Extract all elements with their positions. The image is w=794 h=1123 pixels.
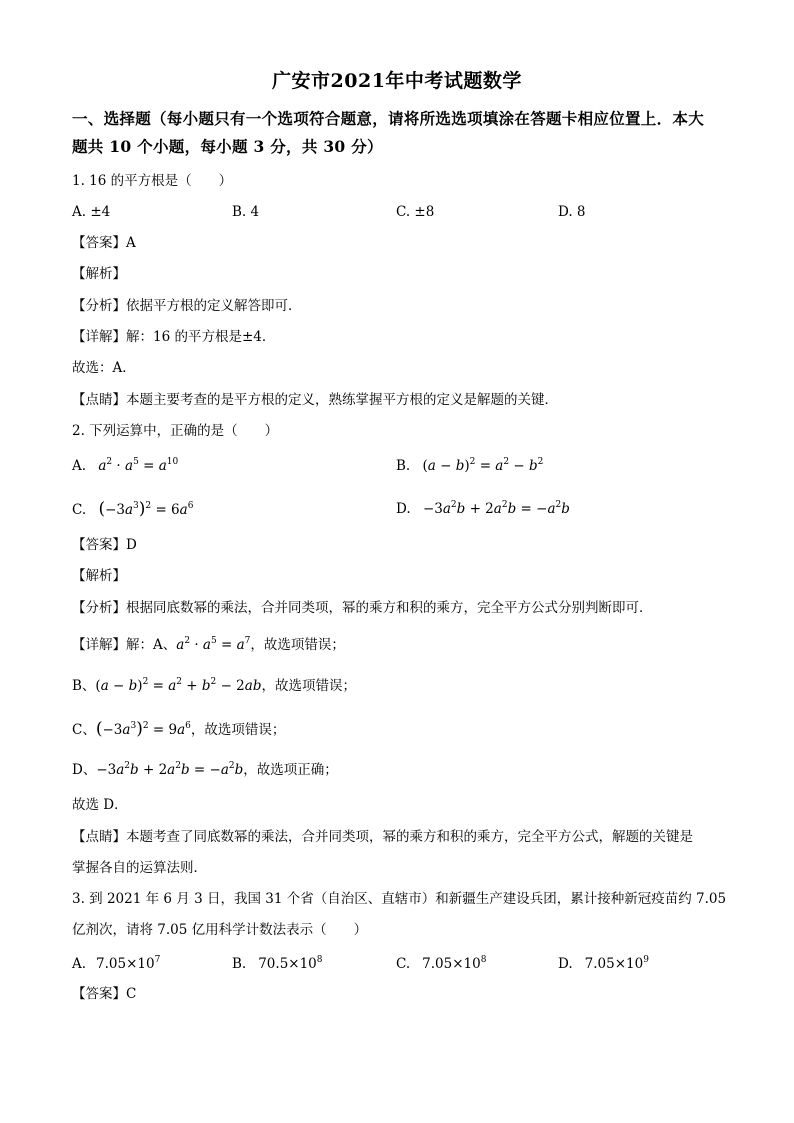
- q2-option-b-formula: $(a - b)^2 = a^2 - b^2$: [422, 457, 544, 474]
- q1-fenxi: [72, 297, 302, 315]
- q1-comment: [72, 391, 558, 409]
- q3-option-c: [396, 955, 486, 973]
- q3-stem-line1: 3. 到 2021 年 6 月 3 日，我国 31 个省（自治区、直辖市）和新疆生产建设兵团，累计接种新冠疫苗约 7.05: [72, 891, 727, 907]
- comment-tag: 【点睛】: [72, 392, 126, 408]
- q1-choose: 故选：A．: [72, 360, 136, 376]
- q1-option-a: A. ±4: [72, 204, 111, 220]
- q2-option-d: [396, 500, 570, 518]
- q1-comment-text: 本题主要考查的是平方根的定义，熟练掌握平方根的定义是解题的关键．: [126, 392, 558, 408]
- q3-option-d-exp: 9: [643, 955, 649, 965]
- q2-stem: 2. 下列运算中，正确的是（ ）: [72, 423, 279, 439]
- q3-option-a: [72, 955, 160, 973]
- answer-tag: 【答案】: [72, 537, 126, 553]
- q2-detail-d-formula: $-3a^2b + 2a^2b = -a^2b$: [96, 761, 244, 778]
- q2-choose: 故选 D．: [72, 797, 128, 813]
- q3-option-c-exp: 8: [480, 955, 487, 965]
- comment-tag: 【点睛】: [72, 829, 126, 845]
- q2-detail-d-prefix: D、: [72, 762, 97, 778]
- q1-answer-value: A: [126, 235, 136, 251]
- q1-option-b: B. 4: [232, 204, 260, 220]
- q2-option-c-label: C.: [72, 502, 87, 518]
- q3-answer-value: C: [126, 986, 137, 1002]
- q2-fenxi-text: 根据同底数幂的乘法，合并同类项，幂的乘方和积的乘方，完全平方公式分别判断即可．: [126, 600, 653, 616]
- q2-analysis-tag: 【解析】: [72, 568, 126, 584]
- q3-option-c-label: C.: [396, 956, 411, 972]
- q3-answer: [72, 985, 136, 1003]
- q1-analysis-tag: 【解析】: [72, 266, 126, 282]
- q2-detail-c-formula: $(-3a^3)^2 = 9a^6$: [95, 719, 191, 739]
- q2-comment-cont: 掌握各自的运算法则．: [72, 860, 207, 876]
- q2-detail-b: [72, 677, 356, 695]
- q3-option-c-value: 7.05×10: [422, 956, 481, 972]
- q3-option-d: [558, 955, 649, 973]
- q2-detail-b-formula: $(a - b)^2 = a^2 + b^2 - 2ab$: [95, 677, 262, 694]
- answer-tag: 【答案】: [72, 235, 126, 251]
- q1-stem: 1. 16 的平方根是（ ）: [72, 173, 233, 189]
- q3-option-a-value: 7.05×10: [96, 956, 155, 972]
- q3-option-d-value: 7.05×10: [584, 956, 644, 972]
- q2-comment-text: 本题考查了同底数幂的乘法，合并同类项，幂的乘方和积的乘方，完全平方公式，解题的关键是: [126, 829, 693, 845]
- q2-detail-prefix: 解：A、: [126, 637, 177, 653]
- detail-tag: 【详解】: [72, 637, 126, 653]
- q1-fenxi-text: 依据平方根的定义解答即可．: [126, 298, 302, 314]
- q3-option-b: [232, 955, 323, 973]
- q2-option-d-label: D.: [396, 501, 411, 517]
- q2-option-a-label: A.: [72, 458, 87, 474]
- q3-option-b-label: B.: [232, 956, 247, 972]
- q3-option-b-value: 70.5×10: [258, 956, 317, 972]
- fenxi-tag: 【分析】: [72, 600, 126, 616]
- q2-option-a: [72, 457, 178, 475]
- q2-option-d-formula: $-3a^2b + 2a^2b = -a^2b$: [422, 500, 570, 517]
- q2-detail-c: [72, 720, 285, 739]
- q1-answer: [72, 234, 136, 252]
- q2-option-c-formula: $(-3a^3)^2 = 6a^6$: [98, 499, 194, 519]
- q1-detail-text: 解：16 的平方根是±4．: [126, 329, 276, 345]
- answer-tag: 【答案】: [72, 986, 126, 1002]
- q2-detail-b-prefix: B、: [72, 678, 96, 694]
- q2-detail-c-suffix: ，故选项错误；: [190, 722, 286, 738]
- q2-comment: [72, 828, 693, 846]
- q2-detail-b-suffix: ，故选项错误；: [261, 678, 356, 694]
- q2-detail-a: [72, 636, 345, 654]
- q2-answer: [72, 536, 137, 554]
- q2-option-b-label: B.: [396, 458, 411, 474]
- section-heading-line2: 题共 10 个小题，每小题 3 分，共 30 分）: [72, 137, 383, 156]
- q2-detail-a-suffix: ，故选项错误；: [250, 637, 345, 653]
- q2-detail-a-formula: $a^2 \cdot a^5 = a^7$: [176, 636, 251, 653]
- q3-option-a-exp: 7: [154, 955, 161, 965]
- detail-tag: 【详解】: [72, 329, 126, 345]
- q2-detail-d-suffix: ，故选项正确；: [243, 762, 338, 778]
- q3-stem-line2: 亿剂次，请将 7.05 亿用科学计数法表示（ ）: [72, 922, 368, 938]
- q2-detail-d: [72, 761, 338, 779]
- q3-option-b-exp: 8: [316, 955, 323, 965]
- q1-option-c: C. ±8: [396, 204, 435, 220]
- page-title: 广安市2021年中考试题数学: [272, 70, 522, 92]
- q2-option-c: [72, 500, 193, 519]
- fenxi-tag: 【分析】: [72, 298, 126, 314]
- q1-detail: [72, 328, 275, 346]
- q2-option-b: [396, 457, 543, 475]
- q1-option-d: D. 8: [558, 204, 586, 220]
- q3-option-d-label: D.: [558, 956, 573, 972]
- q2-option-a-formula: $a^2 \cdot a^5 = a^{10}$: [98, 457, 179, 474]
- section-heading-line1: 一、选择题（每小题只有一个选项符合题意，请将所选选项填涂在答题卡相应位置上．本大: [72, 109, 705, 128]
- q3-option-a-label: A.: [72, 956, 87, 972]
- q2-answer-value: D: [126, 537, 137, 553]
- q2-detail-c-prefix: C、: [72, 722, 96, 738]
- q2-fenxi: [72, 599, 653, 617]
